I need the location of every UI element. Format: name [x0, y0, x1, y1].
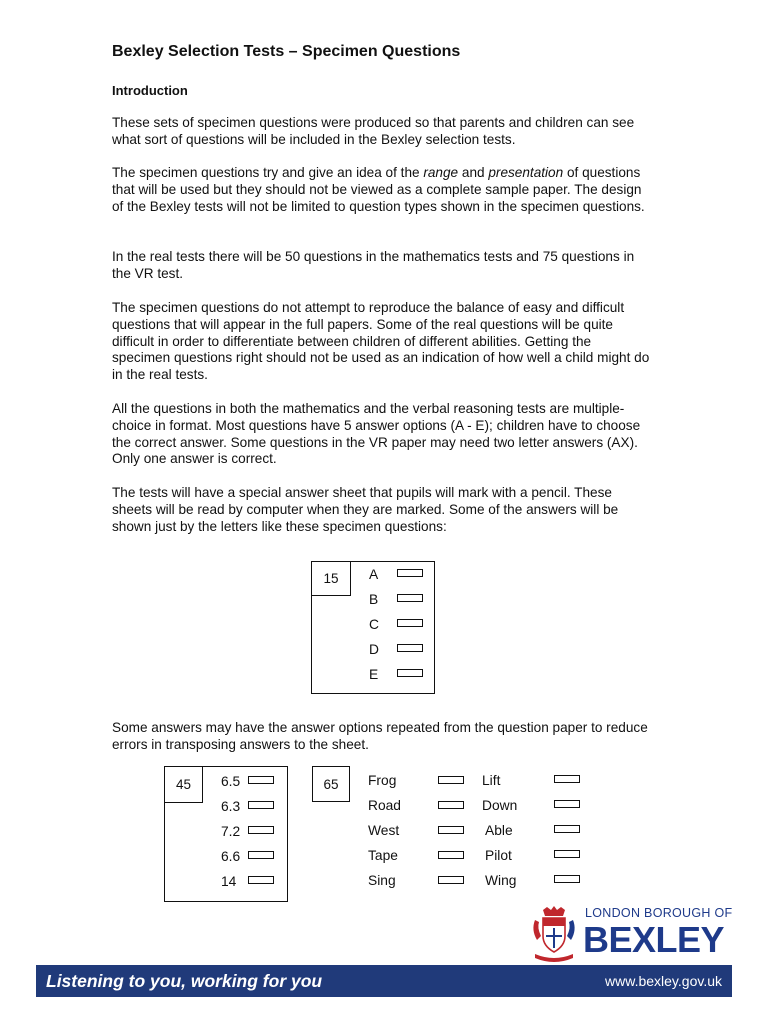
answer-bubble[interactable]: [438, 776, 464, 784]
answer-bubble[interactable]: [554, 775, 580, 783]
paragraph-question-counts: In the real tests there will be 50 questions in the mathematics tests and 75 questions in the VR test.: [112, 249, 635, 281]
answer-box-numbers: [164, 766, 288, 902]
option-label: Wing: [485, 873, 517, 888]
emphasis-presentation: presentation: [488, 165, 564, 180]
bexley-logo: [529, 906, 733, 964]
answer-bubble[interactable]: [248, 851, 274, 859]
option-label: A: [369, 567, 379, 582]
answer-bubble[interactable]: [397, 569, 423, 577]
answer-box-letters: [311, 561, 435, 694]
option-label: Down: [482, 798, 518, 813]
paragraph-intro: These sets of specimen questions were produced so that parents and children can see what sort of questions will be included in the Bexley selection tests.: [112, 115, 635, 147]
option-label: Tape: [368, 848, 398, 863]
option-label: Pilot: [485, 848, 512, 863]
option-label: 7.2: [221, 824, 241, 839]
paragraph-answer-sheet: The tests will have a special answer sheet that pupils will mark with a pencil. These sheets will be read by computer when they are marked. Some of the answers will be shown just by the letters like these specimen questions:: [112, 485, 619, 534]
paragraph-repeated-options: Some answers may have the answer options repeated from the question paper to reduce errors in transposing answers to the sheet.: [112, 720, 648, 752]
answer-bubble[interactable]: [438, 801, 464, 809]
paragraph-range: [112, 165, 652, 215]
paragraph-difficulty: The specimen questions do not attempt to reproduce the balance of easy and difficult questions that will appear in the full papers. Some of the real questions will be quite difficult in order to differentiate between children of different abilities. Getting the specimen questions right should not be used as an indication of how well a child might do in the real tests.: [112, 300, 650, 383]
answer-bubble[interactable]: [397, 669, 423, 677]
question-number: 45: [165, 767, 203, 803]
option-label: 6.3: [221, 799, 241, 814]
answer-bubble[interactable]: [248, 826, 274, 834]
answer-bubble[interactable]: [397, 594, 423, 602]
option-label: C: [369, 617, 379, 632]
option-label: E: [369, 667, 379, 682]
section-heading: Introduction: [112, 83, 188, 98]
option-label: B: [369, 592, 379, 607]
option-label: Road: [368, 798, 401, 813]
paragraph-format: All the questions in both the mathematics and the verbal reasoning tests are multiple-choice in format. Most questions have 5 answer options (A - E); children have to choose the correct answer. Some questions in the VR paper may need two letter answers (AX). Only one answer is correct.: [112, 401, 641, 467]
option-label: Sing: [368, 873, 396, 888]
answer-bubble[interactable]: [248, 776, 274, 784]
answer-bubble[interactable]: [397, 644, 423, 652]
answer-bubble[interactable]: [554, 800, 580, 808]
answer-bubble[interactable]: [438, 851, 464, 859]
answer-bubble[interactable]: [554, 850, 580, 858]
logo-borough-text: LONDON BOROUGH OF: [585, 906, 733, 920]
footer-url-link[interactable]: www.bexley.gov.uk: [605, 973, 722, 989]
option-label: West: [368, 823, 400, 838]
answer-bubble[interactable]: [438, 826, 464, 834]
option-label: Frog: [368, 773, 397, 788]
answer-box-words: [312, 766, 602, 906]
option-label: 6.5: [221, 774, 241, 789]
option-label: Able: [485, 823, 513, 838]
logo-bexley-text: BEXLEY: [583, 919, 725, 960]
answer-bubble[interactable]: [397, 619, 423, 627]
answer-bubble[interactable]: [438, 876, 464, 884]
option-label: 14: [221, 874, 237, 889]
answer-bubble[interactable]: [554, 825, 580, 833]
paragraph-text: The specimen questions try and give an idea of the: [112, 165, 424, 180]
option-label: D: [369, 642, 379, 657]
option-label: 6.6: [221, 849, 241, 864]
paragraph-text: and: [458, 165, 489, 180]
footer-banner: [36, 965, 732, 997]
answer-bubble[interactable]: [554, 875, 580, 883]
footer-slogan: Listening to you, working for you: [46, 971, 323, 991]
document-title: Bexley Selection Tests – Specimen Questions: [112, 43, 461, 60]
emphasis-range: range: [423, 165, 459, 180]
answer-bubble[interactable]: [248, 801, 274, 809]
borough-crest-icon: [529, 906, 579, 964]
question-number: 65: [312, 766, 350, 802]
paragraph-text: of questions that will be used but they should not be viewed as a complete sample paper. The design of the Bexley tests will not be limited to question types shown in the specimen questions.: [112, 165, 645, 214]
question-number: 15: [312, 562, 351, 596]
option-label: Lift: [482, 773, 501, 788]
answer-bubble[interactable]: [248, 876, 274, 884]
